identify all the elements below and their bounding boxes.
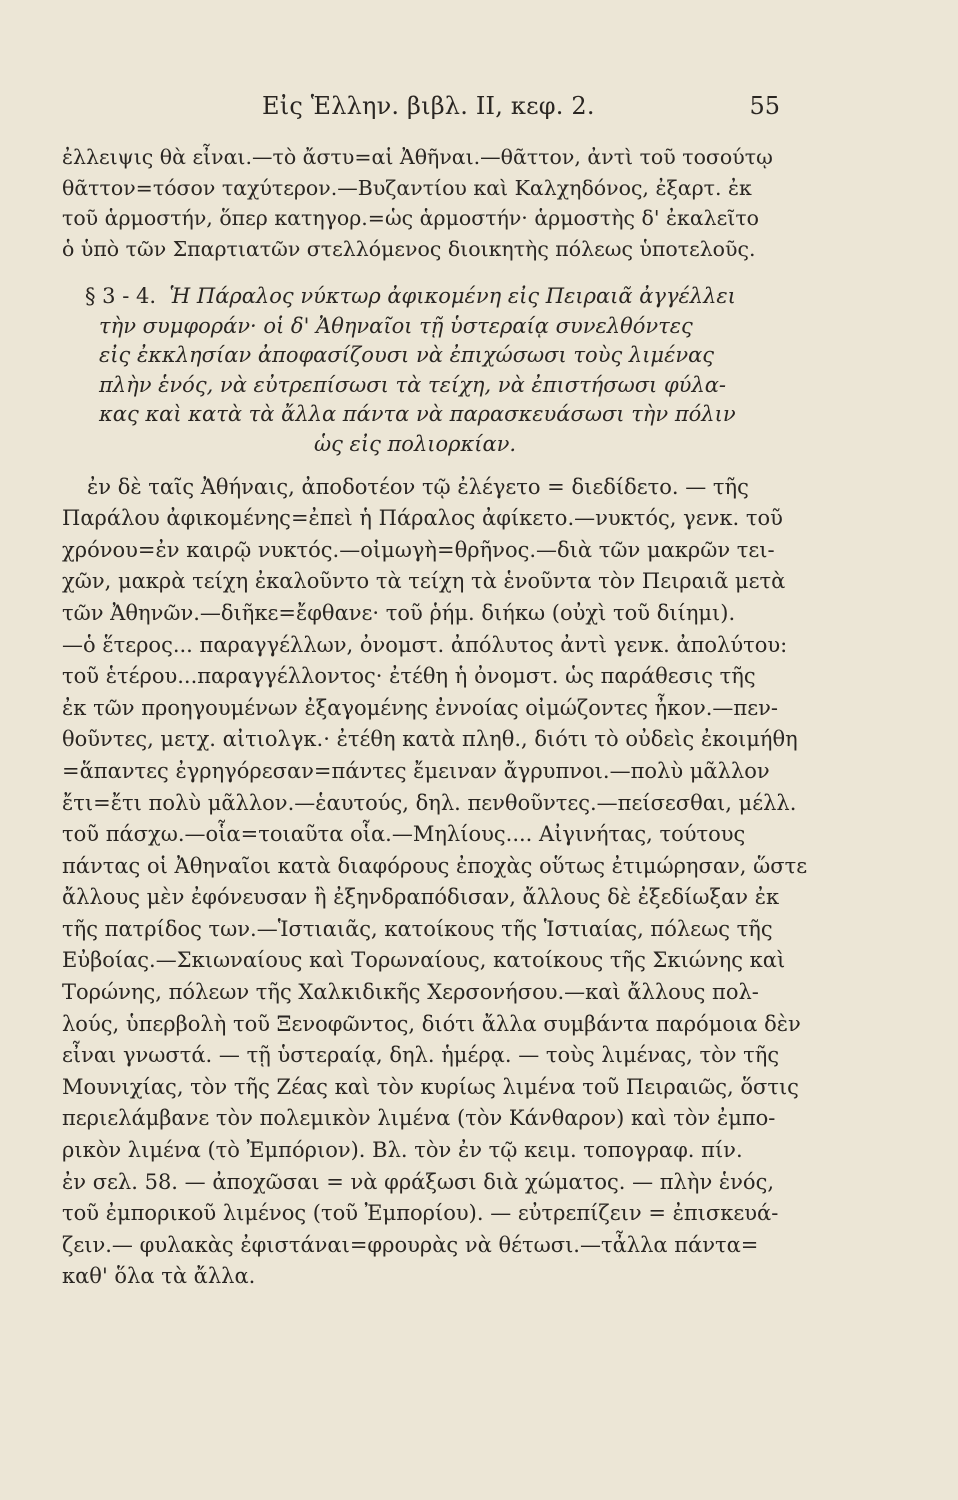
summary-line: εἰς ἐκκλησίαν ἀποφασίζουσι νὰ ἐπιχώσωσι τοὺς λιμένας bbox=[99, 343, 715, 368]
summary-line: κας καὶ κατὰ τὰ ἄλλα πάντα νὰ παρασκευάσωσι τὴν πόλιν bbox=[99, 402, 736, 427]
notes-line: ἐν σελ. 58. — ἀποχῶσαι = νὰ φράξωσι διὰ χώματος. — πλὴν ἑνός, bbox=[62, 1169, 775, 1194]
notes-line: ζειν.— φυλακὰς ἐφιστάναι=φρουρὰς νὰ θέτωσι.—τἆλλα πάντα= bbox=[62, 1232, 759, 1257]
notes-line: Μουνιχίας, τὸν τῆς Ζέας καὶ τὸν κυρίως λιμένα τοῦ Πειραιῶς, ὅστις bbox=[62, 1074, 799, 1099]
notes-line: περιελάμβανε τὸν πολεμικὸν λιμένα (τὸν Κάνθαρον) καὶ τὸν ἐμπο- bbox=[62, 1106, 776, 1131]
notes-line: εἶναι γνωστά. — τῇ ὑστεραίᾳ, δηλ. ἡμέρᾳ. — τοὺς λιμένας, τὸν τῆς bbox=[62, 1043, 780, 1068]
summary-line: τὴν συμφοράν· οἱ δ' Ἀθηναῖοι τῇ ὑστεραίᾳ συνελθόντες bbox=[99, 313, 693, 338]
summary-line: § 3 - 4. Ἡ Πάραλος νύκτωρ ἀφικομένη εἰς Πειραιᾶ ἀγγέλλει bbox=[85, 284, 736, 308]
notes-line: θοῦντες, μετχ. αἰτιολγκ.· ἐτέθη κατὰ πληθ., διότι τὸ οὐδεὶς ἐκοιμήθη bbox=[62, 727, 798, 752]
intro-paragraph bbox=[62, 142, 798, 264]
section-number: § 3 - 4. bbox=[85, 284, 157, 308]
notes-line: χρόνου=ἐν καιρῷ νυκτός.—οἰμωγὴ=θρῆνος.—διὰ τῶν μακρῶν τει- bbox=[62, 537, 775, 562]
summary-line: πλὴν ἑνός, νὰ εὐτρεπίσωσι τὰ τείχη, νὰ ἐπιστήσωσι φύλα- bbox=[99, 372, 727, 397]
text-line: θᾶττον=τόσον ταχύτερον.—Βυζαντίου καὶ Καλχηδόνος, ἐξαρτ. ἐκ bbox=[62, 175, 752, 200]
notes-line: ἄλλους μὲν ἐφόνευσαν ἢ ἐξηνδραπόδισαν, ἄλλους δὲ ἐξεδίωξαν ἐκ bbox=[62, 885, 780, 910]
text-line: τοῦ ἁρμοστήν, ὅπερ κατηγορ.=ὡς ἁρμοστήν· ἁρμοστὴς δ' ἐκαλεῖτο bbox=[62, 206, 759, 230]
text-line: ὁ ὑπὸ τῶν Σπαρτιατῶν στελλόμενος διοικητὴς πόλεως ὑποτελοῦς. bbox=[62, 236, 756, 261]
notes-line: τοῦ ἐμπορικοῦ λιμένος (τοῦ Ἐμπορίου). — εὐτρεπίζειν = ἐπισκευά- bbox=[62, 1201, 779, 1226]
notes-line: Εὐβοίας.—Σκιωναίους καὶ Τορωναίους, κατοίκους τῆς Σκιώνης καὶ bbox=[62, 948, 786, 973]
notes-line: Παράλου ἀφικομένης=ἐπεὶ ἡ Πάραλος ἀφίκετο.—νυκτός, γενκ. τοῦ bbox=[62, 506, 783, 531]
text-line: ἐλλειψις θὰ εἶναι.—τὸ ἄστυ=αἱ Ἀθῆναι.—θᾶττον, ἀντὶ τοῦ τοσούτῳ bbox=[62, 145, 773, 169]
notes-line: ἔτι=ἔτι πολὺ μᾶλλον.—ἑαυτούς, δηλ. πενθοῦντες.—πείσεσθαι, μέλλ. bbox=[62, 790, 797, 815]
page-header bbox=[0, 92, 958, 124]
summary-line: ὡς εἰς πολιορκίαν. bbox=[314, 431, 517, 456]
notes-line: χῶν, μακρὰ τείχη ἐκαλοῦντο τὰ τείχη τὰ ἑνοῦντα τὸν Πειραιᾶ μετὰ bbox=[62, 569, 786, 594]
notes-line: =ἅπαντες ἐγρηγόρεσαν=πάντες ἔμειναν ἄγρυπνοι.—πολὺ μᾶλλον bbox=[62, 758, 770, 783]
notes-paragraph bbox=[62, 472, 808, 1293]
notes-line: ἐν δὲ ταῖς Ἀθήναις, ἀποδοτέον τῷ ἐλέγετο = διεδίδετο. — τῆς bbox=[87, 474, 749, 499]
notes-line: τῶν Ἀθηνῶν.—διῆκε=ἔφθανε· τοῦ ῥήμ. διήκω (οὐχὶ τοῦ διίημι). bbox=[62, 600, 736, 625]
notes-line: καθ' ὅλα τὰ ἄλλα. bbox=[62, 1264, 256, 1289]
notes-line: —ὁ ἕτερος... παραγγέλλων, ὀνομστ. ἀπόλυτος ἀντὶ γενκ. ἀπολύτου: bbox=[62, 632, 788, 657]
notes-line: ἐκ τῶν προηγουμένων ἐξαγομένης ἐννοίας οἰμώζοντες ἦκον.—πεν- bbox=[62, 695, 778, 720]
body-text bbox=[62, 142, 808, 1293]
notes-line: λούς, ὑπερβολὴ τοῦ Ξενοφῶντος, διότι ἄλλα συμβάντα παρόμοια δὲν bbox=[62, 1011, 801, 1036]
running-head: Εἰς Ἑλλην. βιβλ. II, κεφ. 2. bbox=[262, 92, 595, 120]
notes-line: πάντας οἱ Ἀθηναῖοι κατὰ διαφόρους ἐποχὰς οὕτως ἐτιμώρησαν, ὥστε bbox=[62, 853, 808, 878]
notes-line: τοῦ πάσχω.—οἷα=τοιαῦτα οἷα.—Μηλίους.... Αἰγινήτας, τούτους bbox=[62, 822, 746, 847]
notes-line: ρικὸν λιμένα (τὸ Ἐμπόριον). Βλ. τὸν ἐν τῷ κειμ. τοπογραφ. πίν. bbox=[62, 1138, 743, 1163]
section-summary bbox=[62, 282, 798, 460]
notes-line: Τορώνης, πόλεων τῆς Χαλκιδικῆς Χερσονήσου.—καὶ ἄλλους πολ- bbox=[62, 980, 759, 1005]
page-number: 55 bbox=[749, 92, 780, 120]
notes-line: τῆς πατρίδος των.—Ἱστιαιᾶς, κατοίκους τῆς Ἱστιαίας, πόλεως τῆς bbox=[62, 916, 773, 941]
notes-line: τοῦ ἑτέρου...παραγγέλλοντος· ἐτέθη ἡ ὀνομστ. ὡς παράθεσις τῆς bbox=[62, 664, 756, 689]
